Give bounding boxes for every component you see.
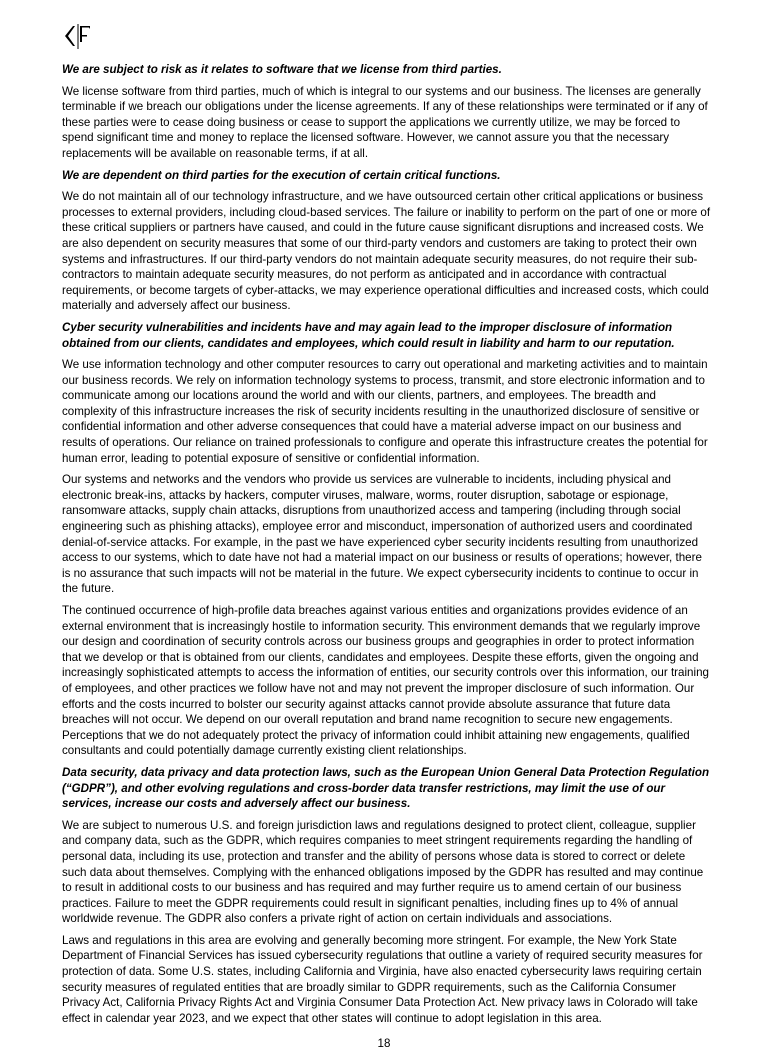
section-heading: We are dependent on third parties for the execution of certain critical functions. bbox=[62, 168, 501, 182]
body-paragraph: We are subject to numerous U.S. and foreign jurisdiction laws and regulations designed to protect client, colleague, supplier and company data, such as the GDPR, which requires companies to meet stringent requirements regarding the handling of personal data, including its use, protection and transfer and the ability of persons whose data is stored to correct or delete such data about themselves. Complying with the enhanced obligations imposed by the GDPR has resulted and may continue to result in additional costs to our business and has required and may further require us to amend certain of our business practices. Failure to meet the GDPR requirements could result in significant penalties, including fines up to 4% of annual worldwide revenue. The GDPR also confers a private right of action on certain individuals and associations. bbox=[62, 818, 704, 926]
body-paragraph: We do not maintain all of our technology infrastructure, and we have outsourced certain other critical applications or business processes to external providers, including cloud-based services. The failure or inability to perform on the part of one or more of these critical suppliers or partners have caused, and could in the future cause significant disruptions and increased costs. We are also dependent on security measures that some of our third-party vendors and customers are taking to protect their own systems and infrastructures. If our third-party vendors do not maintain adequate security measures, do not require their sub-contractors to maintain adequate security measures, do not perform as anticipated and in accordance with contractual requirements, or become targets of cyber-attacks, we may experience operational difficulties and increased costs, which could materially and adversely affect our business. bbox=[62, 190, 711, 313]
document-body bbox=[62, 62, 712, 1026]
section-heading: Data security, data privacy and data protection laws, such as the European Union General Data Protection Regulation (“GDPR”), and other evolving regulations and cross-border data transfer restrictions, may limit the use of our services, increase our costs and adversely affect our business. bbox=[62, 765, 710, 811]
section-heading: Cyber security vulnerabilities and incidents have and may again lead to the improper disclosure of information obtained from our clients, candidates and employees, which could result in liability and harm to our reputation. bbox=[62, 320, 675, 350]
company-logo bbox=[62, 22, 98, 50]
body-paragraph: Laws and regulations in this area are evolving and generally becoming more stringent. For example, the New York State Department of Financial Services has issued cybersecurity regulations that outline a variety of required security measures for protection of data. Some U.S. states, including California and Virginia, have also enacted cybersecurity laws requiring certain security measures of regulated entities that are broadly similar to GDPR requirements, such as the California Consumer Privacy Act, California Privacy Rights Act and Virginia Consumer Data Protection Act. New privacy laws in Colorado will take effect in calendar year 2023, and we expect that other states will continue to adopt legislation in this area. bbox=[62, 933, 703, 1025]
page-number: 18 bbox=[377, 1037, 391, 1051]
body-paragraph: The continued occurrence of high-profile data breaches against various entities and organizations provides evidence of an external environment that is increasingly hostile to information security. This environment demands that we regularly improve our design and coordination of security controls across our business groups and geographies in order to protect information that we develop or that is obtained from our clients, candidates and employees. Despite these efforts, given the ongoing and increasingly sophisticated attempts to access the information of entities, our security controls over this information, our training of employees, and other practices we follow have not and may not prevent the improper disclosure of such information. Our efforts and the costs incurred to bolster our security against attacks cannot provide absolute assurance that future data breaches will not occur. We depend on our overall reputation and brand name recognition to secure new engagements. Perceptions that we do not adequately protect the privacy of information could inhibit attaining new engagements, qualified consultants and could potentially damage currently existing client relationships. bbox=[62, 604, 709, 758]
body-paragraph: We license software from third parties, much of which is integral to our systems and our business. The licenses are generally terminable if we breach our obligations under the license agreements. If any of these relationships were terminated or if any of these parties were to cease doing business or cease to support the applications we currently utilize, we may be forced to spend significant time and money to replace the licensed software. However, we cannot assure you that the necessary replacements will be available on reasonable terms, if at all. bbox=[62, 84, 708, 160]
body-paragraph: Our systems and networks and the vendors who provide us services are vulnerable to incidents, including physical and electronic break-ins, attacks by hackers, computer viruses, malware, worms, router disruption, sabotage or espionage, ransomware attacks, supply chain attacks, disruptions from unauthorized access and tampering (including through social engineering such as phishing attacks), employee error and misconduct, impersonation of authorized users and coordinated denial-of-service attacks. For example, in the past we have experienced cyber security incidents resulting from unauthorized access to our systems, which to date have not had a material impact on our business or results of operations; however, there is no assurance that such impacts will not be material in the future. We expect cybersecurity incidents to continue to occur in the future. bbox=[62, 473, 702, 596]
cf-logo-icon bbox=[62, 22, 98, 50]
body-paragraph: We use information technology and other computer resources to carry out operational and marketing activities and to maintain our business records. We rely on information technology systems to process, transmit, and store electronic information and to communicate among our locations around the world and with our clients, partners, and employees. The breadth and complexity of this infrastructure increases the risk of security incidents resulting in the unauthorized disclosure of sensitive or confidential information and other adverse consequences that could have a material adverse impact on our business and results of operations. Our reliance on trained professionals to configure and operate this infrastructure creates the potential for human error, leading to potential exposure of sensitive or confidential information. bbox=[62, 358, 708, 465]
section-heading: We are subject to risk as it relates to software that we license from third parties. bbox=[62, 63, 502, 76]
